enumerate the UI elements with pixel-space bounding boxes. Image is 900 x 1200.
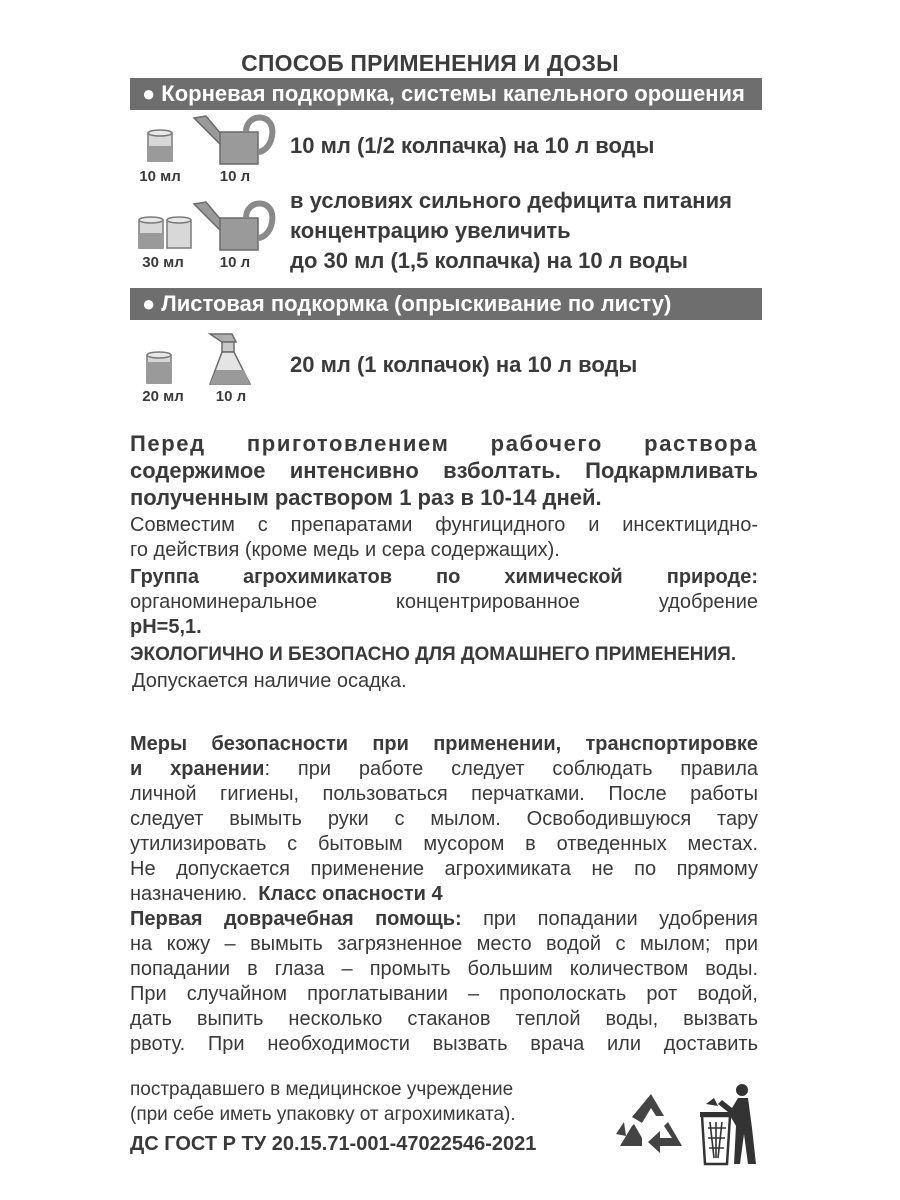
safety-text: : при работе следует соблюдать правила: [264, 758, 759, 780]
ph-value: рН=5,1.: [130, 616, 202, 638]
watering-can-icon: [192, 198, 278, 254]
cap-label: 10 мл: [139, 168, 181, 185]
safety-line: Не допускается применение агрохимиката не по прямому: [130, 858, 758, 880]
safety-heading-cont: и хранении: [130, 758, 265, 780]
compat-line: Совместим с препаратами фунгицидного и инсектицидно-: [130, 514, 758, 536]
first-aid-tail: [130, 1077, 610, 1127]
group-value: органоминеральное концентрированное удобрение: [130, 591, 758, 613]
section-foliar-feeding-bar: [130, 288, 762, 320]
first-aid-heading: Первая доврачебная помощь:: [130, 908, 462, 930]
safety-heading: Меры безопасности при применении, транспортировке: [130, 733, 758, 755]
cap-label: 30 мл: [142, 254, 184, 271]
can-label: 10 л: [219, 168, 251, 185]
standard-code: ДС ГОСТ Р ТУ 20.15.71-001-47022546-2021: [130, 1133, 537, 1155]
safety-line: утилизировать с бытовым мусором в отведенных местах.: [130, 833, 758, 855]
first-aid-line: рвоту. При необходимости вызвать врача или доставить: [130, 1033, 758, 1055]
measuring-cap-icon: [146, 128, 176, 164]
measuring-cap-icon: [137, 215, 195, 251]
bullet: ●: [142, 291, 156, 316]
sprayer-label: 10 л: [215, 388, 247, 405]
first-aid-line: (при себе иметь упаковку от агрохимиката).: [130, 1104, 516, 1125]
first-aid-line: дать выпить несколько стаканов теплой воды, вызвать: [130, 1008, 758, 1030]
recycle-icon: [612, 1090, 690, 1160]
page-title: СПОСОБ ПРИМЕНЕНИЯ И ДОЗЫ: [241, 50, 619, 76]
cap-label: 20 мл: [142, 388, 184, 405]
sediment-note: Допускается наличие осадка.: [132, 670, 407, 692]
can-label: 10 л: [219, 254, 251, 271]
safety-block: [130, 732, 758, 1057]
safety-text: назначению.: [130, 883, 248, 905]
spray-bottle-icon: [206, 330, 256, 386]
safety-line: следует вымыть руки с мылом. Освободившуюся тару: [130, 808, 758, 830]
compat-line: го действия (кроме медь и сера содержащих).: [130, 539, 560, 561]
safety-line: [130, 757, 758, 782]
safety-line: личной гигиены, пользоваться перчатками. После работы: [130, 783, 758, 805]
dose-root-normal: 10 мл (1/2 колпачка) на 10 л воды: [290, 133, 655, 158]
section-root-feeding-heading: Корневая подкормка, системы капельного орошения: [161, 81, 745, 106]
dose-root-deficit: [290, 186, 732, 276]
first-aid-text: при попадании удобрения: [461, 908, 758, 930]
safety-line: [130, 882, 758, 907]
measuring-cap-icon: [145, 350, 175, 386]
dose-line: концентрацию увеличить: [290, 218, 571, 243]
instructions-block: [130, 430, 758, 694]
first-aid-line: пострадавшего в медицинское учреждение: [130, 1079, 514, 1100]
prep-line: содержимое интенсивно взболтать. Подкармливать: [130, 458, 758, 483]
first-aid-line: При случайном проглатывании – прополоскать рот водой,: [130, 983, 758, 1005]
group-label: Группа агрохимикатов по химической природе:: [130, 566, 758, 588]
prep-line: Перед приготовлением рабочего раствора: [130, 431, 758, 456]
bullet: ●: [142, 81, 156, 106]
trash-bin-icon: [694, 1082, 764, 1168]
eco-statement: ЭКОЛОГИЧНО И БЕЗОПАСНО ДЛЯ ДОМАШНЕГО ПРИМЕНЕНИЯ.: [130, 644, 737, 665]
first-aid-line: на кожу – вымыть загрязненное место водой с мылом; при: [130, 933, 758, 955]
section-root-feeding-bar: [130, 78, 762, 110]
dose-foliar: 20 мл (1 колпачок) на 10 л воды: [290, 352, 638, 377]
first-aid-line: [130, 907, 758, 932]
section-foliar-feeding-heading: Листовая подкормка (опрыскивание по листу): [161, 291, 672, 316]
hazard-class: Класс опасности 4: [258, 883, 443, 905]
prep-line: полученным раствором 1 раз в 10-14 дней.: [130, 485, 602, 510]
first-aid-line: попадании в глаза – промыть большим количеством воды.: [130, 958, 758, 980]
dose-line: до 30 мл (1,5 колпачка) на 10 л воды: [290, 248, 688, 273]
watering-can-icon: [192, 112, 278, 168]
dose-line: в условиях сильного дефицита питания: [290, 188, 732, 213]
